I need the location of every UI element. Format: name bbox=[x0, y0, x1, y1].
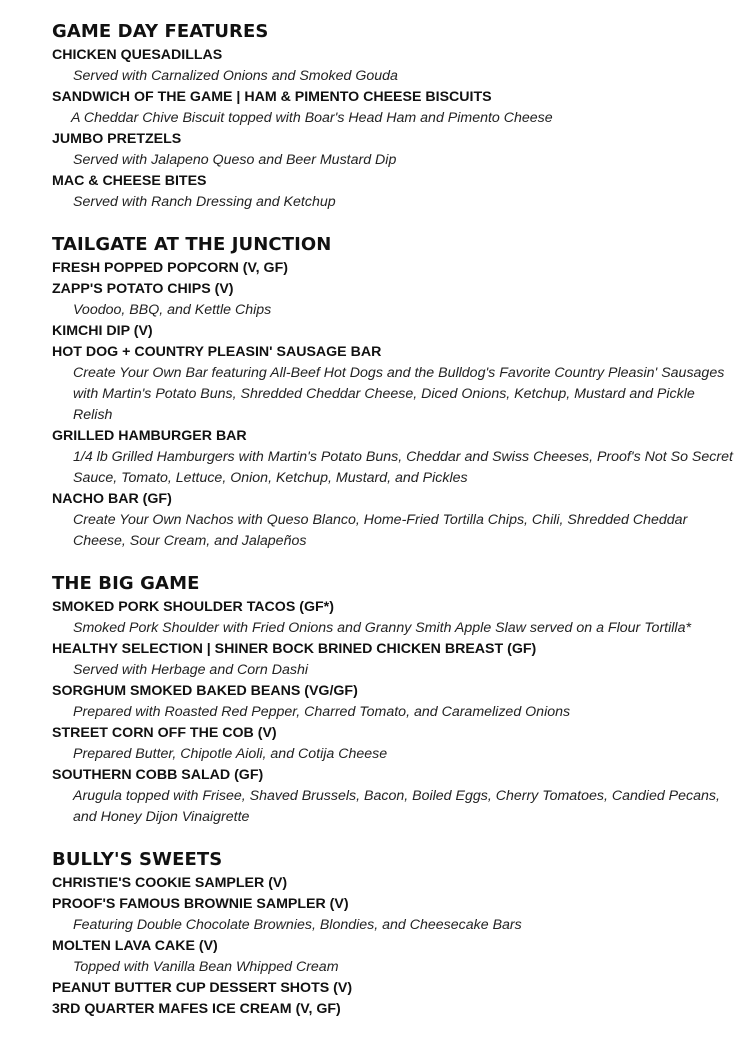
section-bullys-sweets bbox=[52, 848, 752, 1020]
menu-item-name: CHICKEN QUESADILLAS bbox=[52, 47, 223, 63]
menu-item-name: MAC & CHEESE BITES bbox=[52, 173, 207, 189]
section-game-day-features bbox=[52, 20, 752, 213]
menu-item-name: SMOKED PORK SHOULDER TACOS (GF*) bbox=[52, 599, 334, 615]
menu-item-name: HEALTHY SELECTION | SHINER BOCK BRINED CHICKEN BREAST (GF) bbox=[52, 641, 537, 657]
menu-item-description: Featuring Double Chocolate Brownies, Blondies, and Cheesecake Bars bbox=[73, 917, 522, 933]
menu-item-name: MOLTEN LAVA CAKE (V) bbox=[52, 938, 218, 954]
menu-item-description: A Cheddar Chive Biscuit topped with Boar's Head Ham and Pimento Cheese bbox=[71, 110, 553, 126]
menu-item-name: NACHO BAR (GF) bbox=[52, 491, 172, 507]
menu-item-name: PROOF'S FAMOUS BROWNIE SAMPLER (V) bbox=[52, 896, 349, 912]
menu-item-name: HOT DOG + COUNTRY PLEASIN' SAUSAGE BAR bbox=[52, 344, 382, 360]
menu-item-description: Topped with Vanilla Bean Whipped Cream bbox=[73, 959, 339, 975]
menu-item-name: SORGHUM SMOKED BAKED BEANS (VG/GF) bbox=[52, 683, 358, 699]
menu-item-name: STREET CORN OFF THE COB (V) bbox=[52, 725, 277, 741]
menu-item-description: Served with Ranch Dressing and Ketchup bbox=[73, 194, 336, 210]
menu-item-name: PEANUT BUTTER CUP DESSERT SHOTS (V) bbox=[52, 980, 353, 996]
menu-item-description: 1/4 lb Grilled Hamburgers with Martin's Potato Buns, Cheddar and Swiss Cheeses, Proof's Not So Secret Sauce, Tomato, Lettuce, Onion, Ketchup, Mustard, and Pickles bbox=[73, 449, 733, 486]
section-title: BULLY'S SWEETS bbox=[52, 849, 223, 870]
menu-item-description: Voodoo, BBQ, and Kettle Chips bbox=[73, 302, 272, 318]
menu-item-description: Served with Jalapeno Queso and Beer Mustard Dip bbox=[73, 152, 397, 168]
section-the-big-game bbox=[52, 572, 752, 828]
menu-item-name: FRESH POPPED POPCORN (V, GF) bbox=[52, 260, 288, 276]
menu-item-description: Prepared Butter, Chipotle Aioli, and Cotija Cheese bbox=[73, 746, 388, 762]
section-tailgate-at-the-junction bbox=[52, 233, 752, 552]
menu-item-description: Prepared with Roasted Red Pepper, Charred Tomato, and Caramelized Onions bbox=[73, 704, 571, 720]
menu-item-description: Create Your Own Bar featuring All-Beef Hot Dogs and the Bulldog's Favorite Country Pleasin' Sausages with Martin's Potato Buns, Shredded Cheddar Cheese, Diced Onions, Ketchup, Mustard and Pickle Relish bbox=[73, 365, 725, 423]
section-title: GAME DAY FEATURES bbox=[52, 21, 269, 42]
menu-item-name: GRILLED HAMBURGER BAR bbox=[52, 428, 247, 444]
menu-item-description: Smoked Pork Shoulder with Fried Onions and Granny Smith Apple Slaw served on a Flour Tortilla* bbox=[73, 620, 691, 636]
menu-item-description: Served with Herbage and Corn Dashi bbox=[73, 662, 309, 678]
menu bbox=[52, 20, 752, 1040]
menu-item-name: SANDWICH OF THE GAME | HAM & PIMENTO CHEESE BISCUITS bbox=[52, 89, 492, 105]
menu-item-description: Arugula topped with Frisee, Shaved Brussels, Bacon, Boiled Eggs, Cherry Tomatoes, Candied Pecans, and Honey Dijon Vinaigrette bbox=[73, 788, 720, 825]
menu-item-name: CHRISTIE'S COOKIE SAMPLER (V) bbox=[52, 875, 288, 891]
menu-item-name: ZAPP'S POTATO CHIPS (V) bbox=[52, 281, 234, 297]
menu-item-description: Create Your Own Nachos with Queso Blanco, Home-Fried Tortilla Chips, Chili, Shredded Cheddar Cheese, Sour Cream, and Jalapeños bbox=[73, 512, 688, 549]
section-title: THE BIG GAME bbox=[52, 573, 200, 594]
menu-item-name: SOUTHERN COBB SALAD (GF) bbox=[52, 767, 264, 783]
menu-item-description: Served with Carnalized Onions and Smoked Gouda bbox=[73, 68, 398, 84]
menu-item-name: JUMBO PRETZELS bbox=[52, 131, 182, 147]
menu-item-name: KIMCHI DIP (V) bbox=[52, 323, 153, 339]
section-title: TAILGATE AT THE JUNCTION bbox=[52, 234, 332, 255]
menu-item-name: 3RD QUARTER MAFES ICE CREAM (V, GF) bbox=[52, 1001, 341, 1017]
